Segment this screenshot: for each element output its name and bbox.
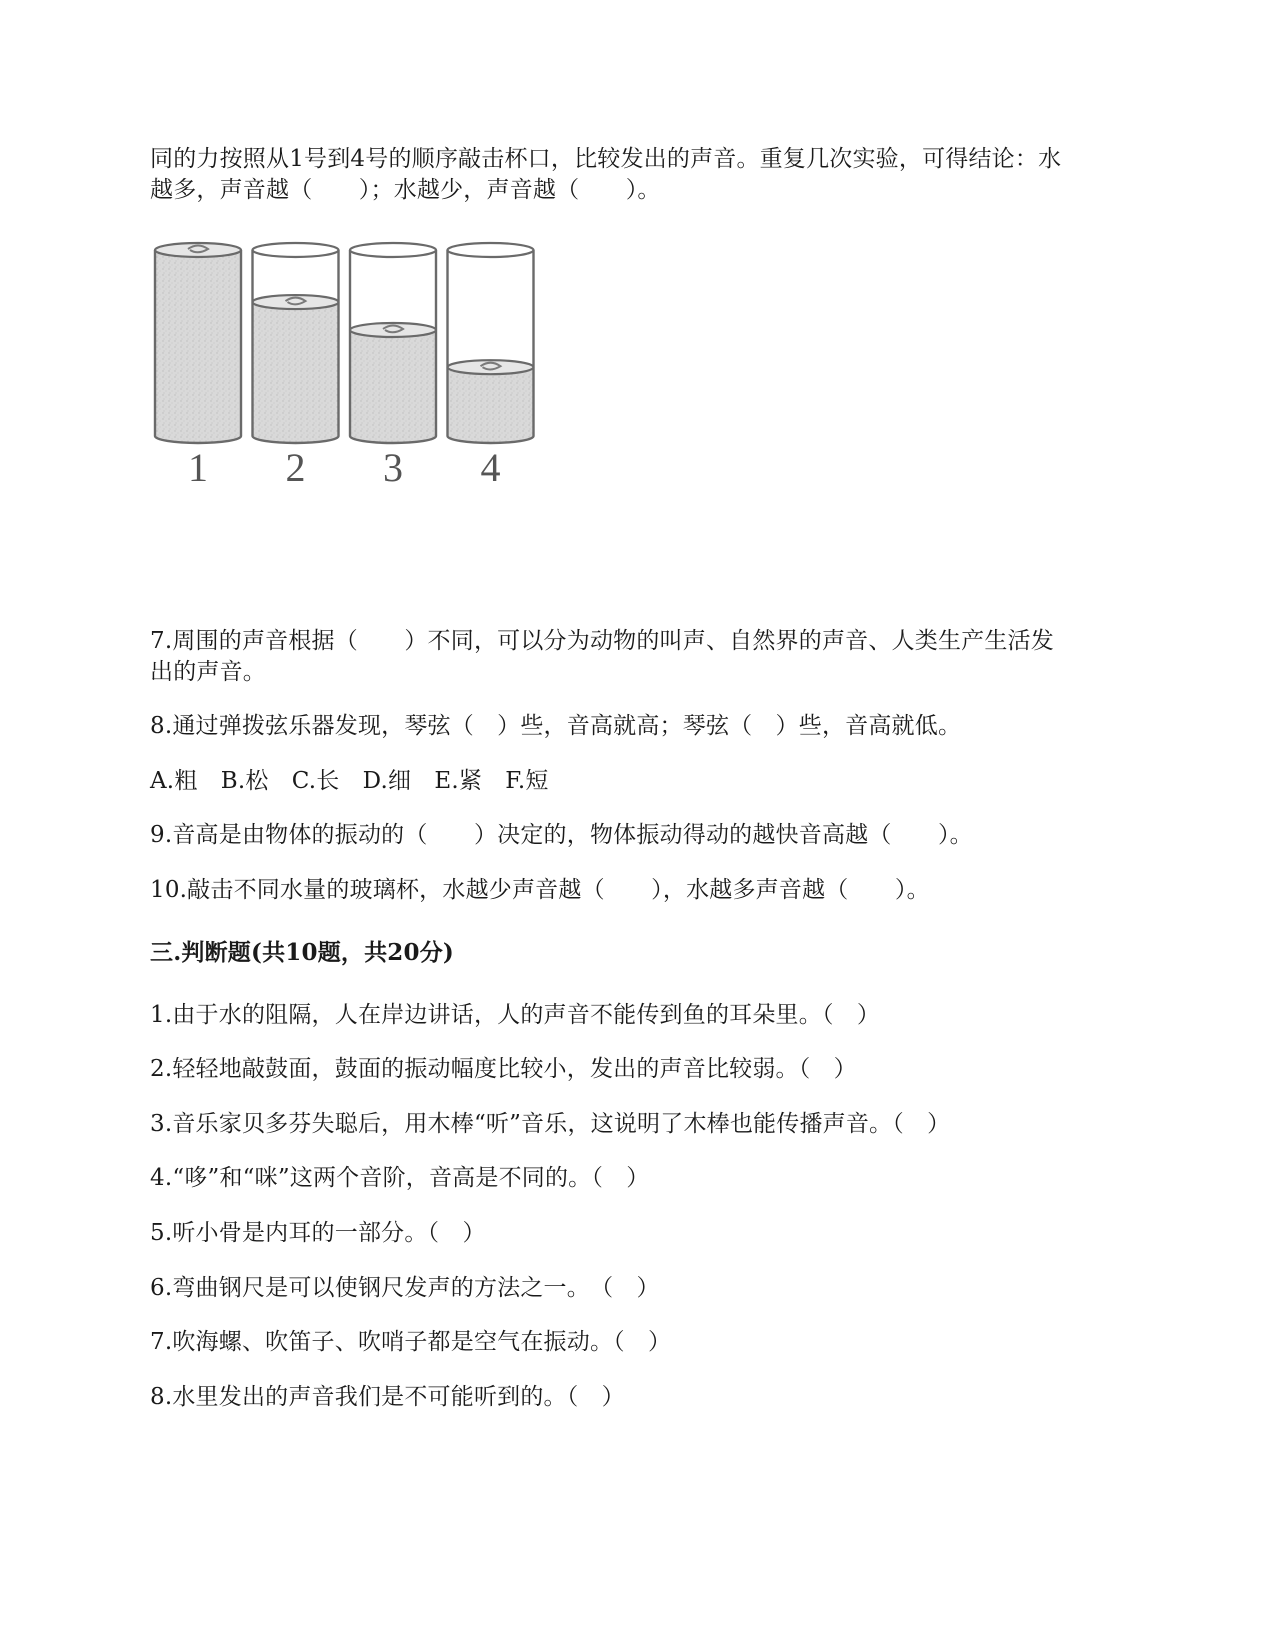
glass-cup-2 — [253, 243, 339, 443]
judge-item-4: 4.“哆”和“咪”这两个音阶，音高是不同的。（ ） — [150, 1165, 650, 1191]
question-7-line-2: 出的声音。 — [150, 659, 266, 685]
question-6-text-line-2: 越多，声音越（ ）；水越少，声音越（ ）。 — [150, 177, 661, 203]
water-fill-2 — [253, 302, 339, 443]
question-10: 10.敲击不同水量的玻璃杯，水越少声音越（ ），水越多声音越（ ）。 — [150, 877, 930, 903]
question-9: 9.音高是由物体的振动的（ ）决定的，物体振动得动的越快音高越（ ）。 — [150, 822, 973, 848]
water-fill-4 — [448, 367, 534, 443]
glass-cup-3 — [350, 243, 436, 443]
judge-item-2: 2.轻轻地敲鼓面，鼓面的振动幅度比较小，发出的声音比较弱。（ ） — [150, 1056, 857, 1082]
question-8-options: A.粗 B.松 C.长 D.细 E.紧 F.短 — [150, 768, 549, 794]
glass-rim-3 — [350, 243, 436, 257]
judge-item-3: 3.音乐家贝多芬失聪后，用木棒“听”音乐，这说明了木棒也能传播声音。（ ） — [150, 1111, 951, 1137]
water-fill-1 — [155, 250, 241, 443]
cup-label-2: 2 — [285, 445, 306, 490]
question-6-text-line-1: 同的力按照从1号到4号的顺序敲击杯口，比较发出的声音。重复几次实验，可得结论：水 — [150, 146, 1062, 172]
glass-rim-2 — [253, 243, 339, 257]
cup-label-4: 4 — [480, 445, 501, 490]
glass-cup-4 — [448, 243, 534, 443]
cup-label-3: 3 — [383, 445, 403, 490]
glass-cup-1 — [155, 243, 241, 443]
section-3-title: 三.判断题(共10题，共20分) — [150, 939, 454, 966]
judge-item-5: 5.听小骨是内耳的一部分。（ ） — [150, 1220, 486, 1246]
water-fill-3 — [350, 330, 436, 443]
water-glasses-figure — [150, 238, 570, 518]
judge-item-8: 8.水里发出的声音我们是不可能听到的。（ ） — [150, 1384, 625, 1410]
question-8: 8.通过弹拨弦乐器发现，琴弦（ ）些，音高就高；琴弦（ ）些，音高就低。 — [150, 713, 962, 739]
glass-rim-4 — [448, 243, 534, 257]
judge-item-1: 1.由于水的阻隔，人在岸边讲话，人的声音不能传到鱼的耳朵里。（ ） — [150, 1002, 881, 1028]
question-7-line-1: 7.周围的声音根据（ ）不同，可以分为动物的叫声、自然界的声音、人类生产生活发 — [150, 628, 1054, 654]
judge-item-7: 7.吹海螺、吹笛子、吹哨子都是空气在振动。（ ） — [150, 1329, 672, 1355]
judge-item-6: 6.弯曲钢尺是可以使钢尺发声的方法之一。 （ ） — [150, 1275, 660, 1301]
cup-label-1: 1 — [188, 445, 208, 490]
